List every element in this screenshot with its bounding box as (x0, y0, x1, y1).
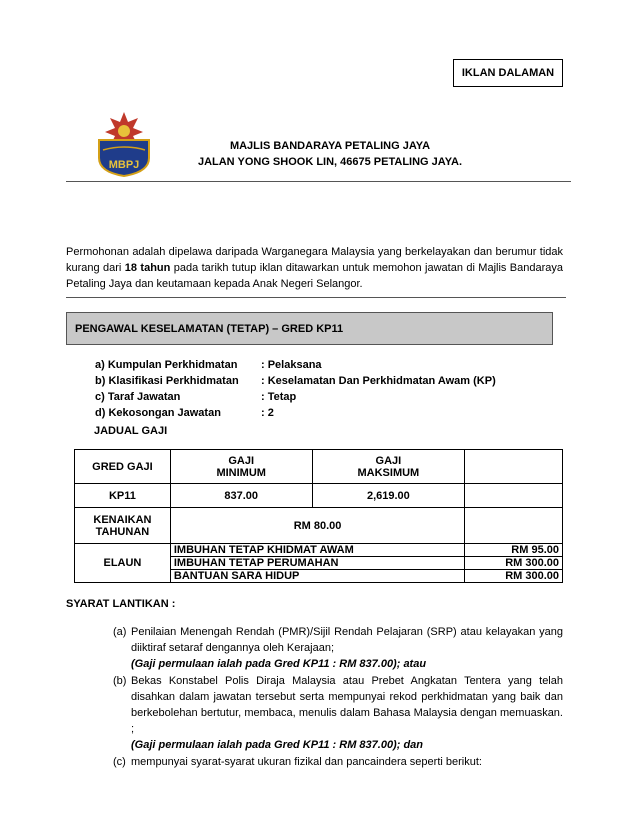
job-details (95, 357, 496, 421)
iklan-dalaman-badge: IKLAN DALAMAN (453, 59, 563, 87)
mbpj-crest-logo (93, 110, 155, 178)
header-gaji-maksimum: GAJI MAKSIMUM (312, 450, 465, 484)
empty-cell (465, 484, 563, 508)
item-note: (Gaji permulaan ialah pada Gred KP11 : RM 837.00); atau (131, 658, 427, 670)
item-marker: (c) (113, 756, 126, 768)
jadual-gaji-title: JADUAL GAJI (94, 425, 168, 437)
intro-text-2: pada tarikh tutup iklan ditawarkan untuk memohon jawatan di Majlis Bandaraya Petaling Jaya dan keutamaan kepada Anak Negeri Selangor. (66, 262, 564, 290)
org-address: JALAN YONG SHOOK LIN, 46675 PETALING JAYA. (197, 156, 463, 168)
header-gred: GRED GAJI (75, 450, 171, 484)
detail-value: : Tetap (261, 391, 297, 403)
crest-lettering: MBPJ (108, 159, 140, 171)
elaun-name: IMBUHAN TETAP PERUMAHAN (170, 557, 464, 570)
org-name: MAJLIS BANDARAYA PETALING JAYA (229, 140, 431, 152)
empty-cell (465, 450, 563, 484)
gaji-maksimum-value: 2,619.00 (312, 484, 465, 508)
gaji-minimum-value: 837.00 (170, 484, 312, 508)
kenaikan-value: RM 80.00 (170, 508, 464, 544)
detail-value: : Keselamatan Dan Perkhidmatan Awam (KP) (261, 375, 496, 387)
divider (66, 297, 566, 298)
jawatan-title: PENGAWAL KESELAMATAN (TETAP) – GRED KP11 (75, 322, 344, 335)
detail-row (95, 357, 496, 373)
intro-age: 18 tahun (124, 262, 171, 274)
empty-cell (465, 508, 563, 544)
item-marker: (b) (113, 675, 127, 687)
elaun-name: IMBUHAN TETAP KHIDMAT AWAM (170, 544, 464, 557)
item-note: (Gaji permulaan ialah pada Gred KP11 : RM 837.00); dan (131, 739, 423, 751)
elaun-amount: RM 300.00 (465, 557, 563, 570)
detail-label: b) Klasifikasi Perkhidmatan (95, 375, 239, 387)
item-text: mempunyai syarat-syarat ukuran fizikal dan pancaindera seperti berikut: (131, 756, 482, 768)
syarat-item-c (113, 754, 563, 770)
table-row (75, 484, 563, 508)
detail-label: c) Taraf Jawatan (95, 391, 181, 403)
jawatan-title-box (66, 312, 553, 345)
gred-value: KP11 (75, 484, 171, 508)
syarat-lantikan-title: SYARAT LANTIKAN : (66, 598, 176, 610)
table-row (75, 508, 563, 544)
detail-row (95, 389, 496, 405)
detail-label: a) Kumpulan Perkhidmatan (95, 359, 238, 371)
table-row (75, 450, 563, 484)
table-row (75, 544, 563, 557)
header-gaji-minimum: GAJI MINIMUM (170, 450, 312, 484)
elaun-label: ELAUN (75, 544, 171, 583)
intro-paragraph (66, 244, 563, 292)
syarat-item-a (113, 624, 563, 672)
detail-value: : Pelaksana (261, 359, 322, 371)
kenaikan-label: KENAIKAN TAHUNAN (75, 508, 171, 544)
detail-row (95, 373, 496, 389)
elaun-amount: RM 300.00 (465, 570, 563, 583)
item-text: Bekas Konstabel Polis Diraja Malaysia atau Prebet Angkatan Tentera yang telah disahkan dalam jawatan tersebut serta mempunyai rekod perkhidmatan yang baik dan berkebolehan bertutur, membaca, menulis dalam Bahasa Malaysia dengan memuaskan. ; (131, 675, 563, 735)
elaun-amount: RM 95.00 (465, 544, 563, 557)
syarat-item-b (113, 673, 563, 753)
item-marker: (a) (113, 626, 127, 638)
elaun-name: BANTUAN SARA HIDUP (170, 570, 464, 583)
detail-value: : 2 (261, 407, 274, 419)
salary-table (74, 449, 563, 583)
detail-row (95, 405, 496, 421)
detail-label: d) Kekosongan Jawatan (95, 407, 221, 419)
divider (66, 181, 571, 182)
item-text: Penilaian Menengah Rendah (PMR)/Sijil Rendah Pelajaran (SRP) atau kelayakan yang diiktiraf setaraf dengannya oleh Kerajaan; (131, 626, 563, 654)
intro-text-1: Permohonan adalah dipelawa daripada Warganegara Malaysia yang berkelayakan dan berumur tidak kurang dari (66, 246, 563, 274)
